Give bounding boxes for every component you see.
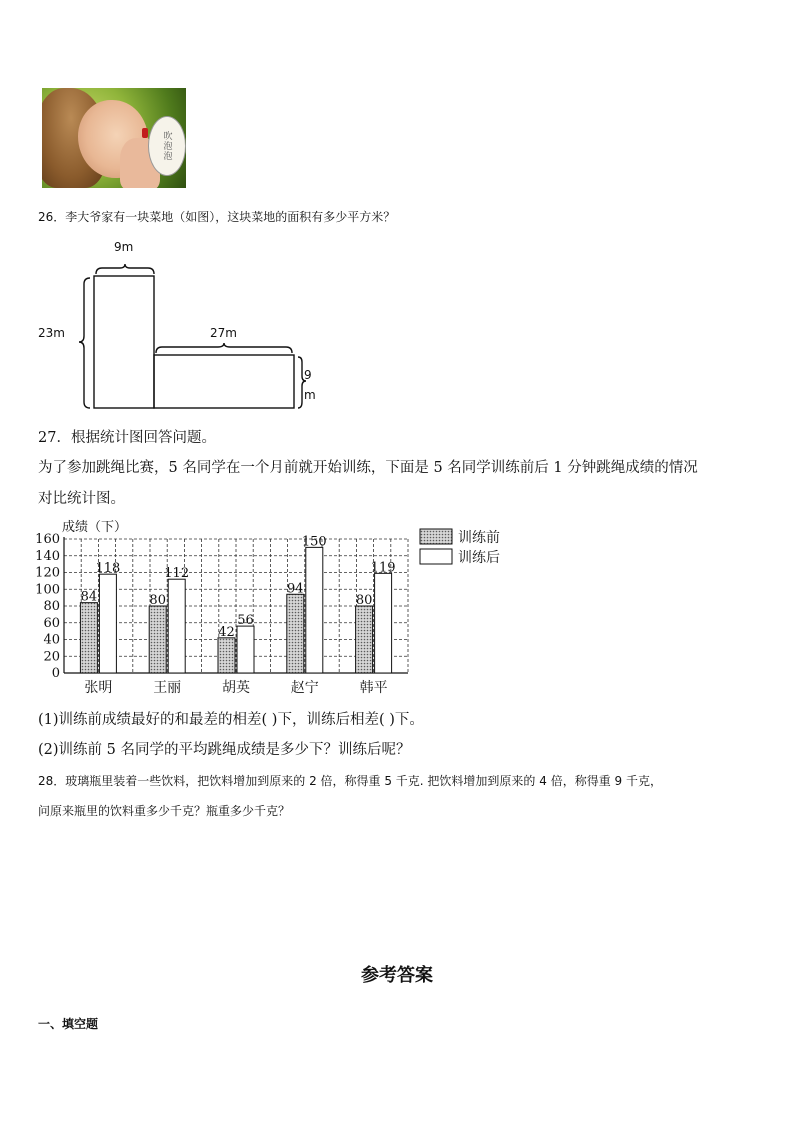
question-28-line2: 问原来瓶里的饮料重多少千克？瓶重多少千克？ [38, 804, 291, 818]
q26-wide-rectangle [154, 355, 294, 408]
x-category-label: 王丽 [153, 680, 182, 696]
bar-before [80, 603, 97, 673]
q26-left-brace [79, 278, 90, 408]
legend-swatch [420, 529, 452, 544]
y-tick-label: 60 [43, 615, 60, 631]
bar-value-label: 150 [301, 534, 327, 550]
bar-after [306, 547, 323, 673]
x-category-label: 胡英 [222, 680, 250, 696]
y-tick-label: 140 [35, 548, 60, 564]
bar-after [375, 573, 392, 673]
x-category-label: 赵宁 [290, 680, 319, 696]
bar-value-label: 84 [80, 589, 98, 605]
bar-value-label: 118 [95, 561, 121, 577]
y-tick-label: 40 [43, 632, 60, 648]
bar-before [149, 606, 166, 673]
jump-rope-bar-chart [30, 512, 520, 702]
chart-legend [420, 529, 500, 566]
legend-label: 训练前 [458, 530, 500, 546]
bar-value-label: 80 [149, 593, 166, 608]
x-category-label: 韩平 [359, 680, 388, 696]
speech-bubble: 吹泡泡 [148, 116, 186, 176]
bar-after [168, 579, 185, 673]
y-tick-label: 120 [35, 565, 60, 581]
bar-after [237, 626, 254, 673]
answers-section-1: 一、填空题 [38, 1017, 99, 1031]
q26-top-brace [96, 264, 154, 274]
q26-wide-top-brace [156, 343, 292, 353]
q26-label-9m: 9m [114, 240, 134, 254]
question-27-sub1: (1)训练前成绩最好的和最差的相差( )下，训练后相差( )下。 [38, 712, 424, 728]
bar-value-label: 42 [218, 624, 235, 640]
y-tick-label: 20 [43, 649, 60, 665]
x-category-label: 张明 [84, 680, 113, 696]
bar-after [99, 574, 116, 673]
y-tick-label: 160 [35, 532, 60, 547]
q26-label-27m: 27m [210, 326, 237, 340]
question-27-sub2: (2)训练前 5 名同学的平均跳绳成绩是多少下？训练后呢？ [38, 742, 411, 758]
q26-tall-rectangle [94, 276, 154, 408]
q26-label-m: m [304, 388, 316, 402]
photo-bubble-wrap [148, 116, 186, 176]
bar-value-label: 119 [370, 560, 396, 576]
q26-garden-figure [30, 232, 330, 412]
q26-label-9: 9 [304, 368, 312, 382]
legend-swatch [420, 549, 452, 564]
bar-before [287, 594, 304, 673]
question-27-title: 27．根据统计图回答问题。 [38, 430, 216, 446]
bar-value-label: 94 [287, 581, 304, 597]
bar-value-label: 112 [164, 566, 190, 582]
y-tick-label: 80 [43, 599, 60, 614]
question-28-line1: 28．玻璃瓶里装着一些饮料，把饮料增加到原来的 2 倍，称得重 5 千克. 把饮料增加到原来的 4 倍，称得重 9 千克， [38, 774, 662, 788]
question-27-intro-line1: 为了参加跳绳比赛，5 名同学在一个月前就开始训练，下面是 5 名同学训练前后 1 分钟跳绳成绩的情况 [38, 460, 698, 476]
bar-value-label: 56 [237, 613, 254, 629]
answers-title: 参考答案 [361, 965, 433, 986]
bar-value-label: 80 [355, 593, 373, 608]
y-tick-label: 100 [35, 582, 60, 598]
question-27-intro-line2: 对比统计图。 [38, 491, 125, 507]
legend-label: 训练后 [458, 550, 500, 566]
q26-label-23m: 23m [38, 326, 65, 340]
bar-before [356, 606, 373, 673]
y-tick-label: 0 [51, 666, 60, 681]
bar-before [218, 638, 235, 673]
chart-y-axis-title: 成绩（下） [62, 520, 128, 535]
question-26-text: 26．李大爷家有一块菜地（如图），这块菜地的面积有多少平方米？ [38, 210, 396, 224]
